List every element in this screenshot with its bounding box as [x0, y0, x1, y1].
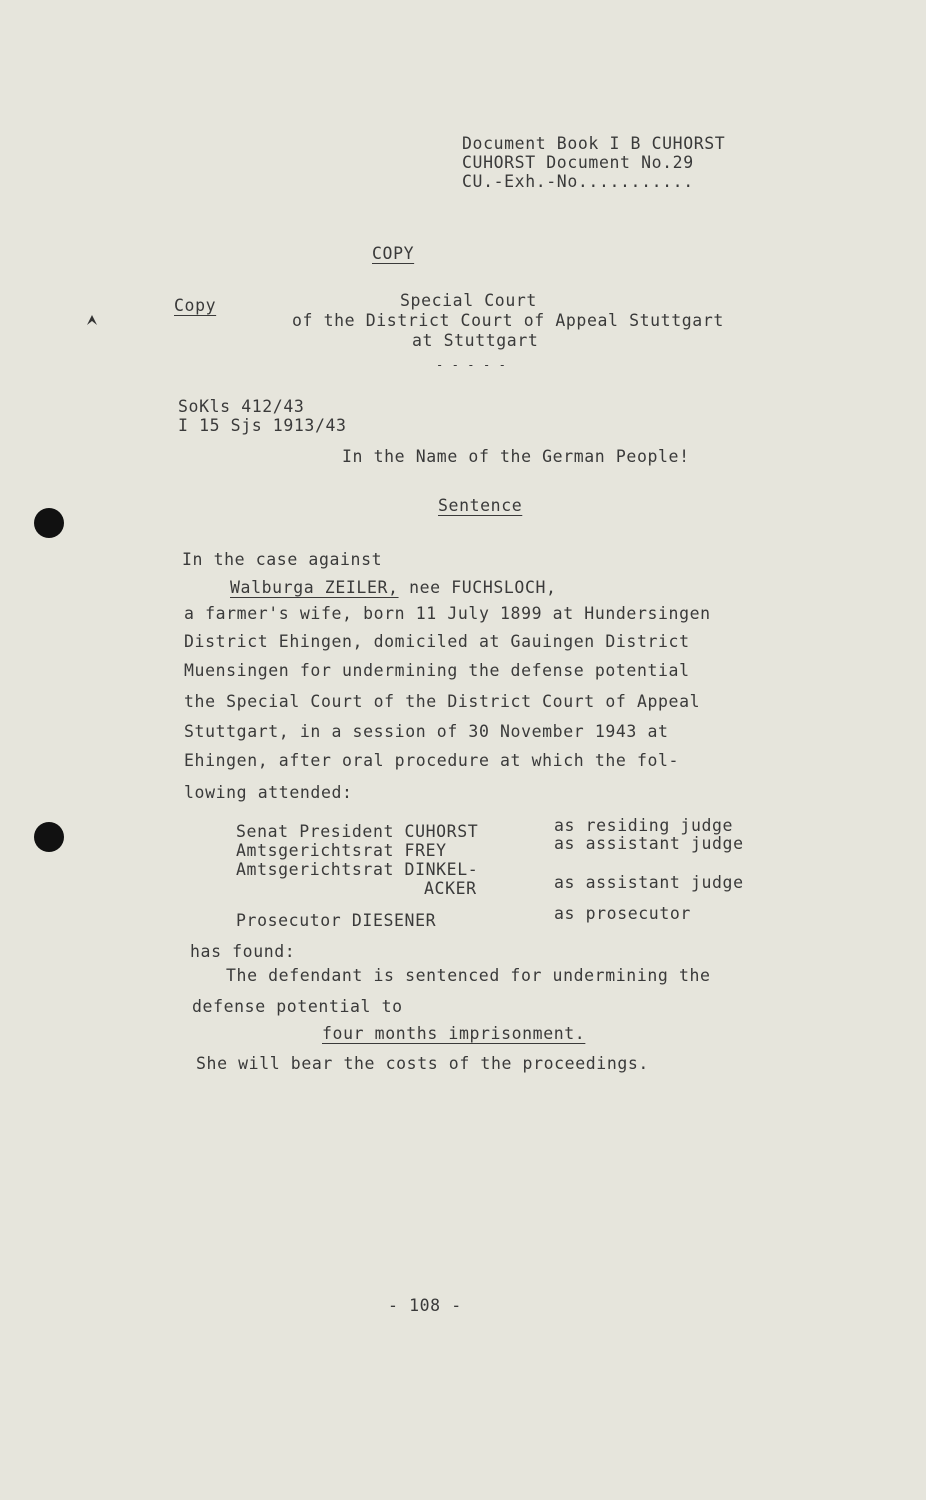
- attendee-name: Amtsgerichtsrat DINKEL-: [236, 860, 479, 879]
- reference-line-1: Document Book I B CUHORST: [462, 134, 726, 153]
- case-body-line: a farmer's wife, born 11 July 1899 at Hundersingen: [184, 604, 711, 623]
- copy-left-label: Copy: [174, 296, 217, 315]
- case-intro: In the case against: [182, 550, 383, 569]
- reference-line-2: CUHORST Document No.29: [462, 153, 694, 172]
- defendant-nee: nee FUCHSLOCH,: [398, 578, 557, 597]
- margin-mark-icon: [86, 314, 98, 326]
- costs-line: She will bear the costs of the proceedings.: [196, 1054, 649, 1073]
- case-body-line: the Special Court of the District Court of Appeal: [184, 692, 701, 711]
- case-body-line: District Ehingen, domiciled at Gauingen District: [184, 632, 690, 651]
- sentence-heading: Sentence: [438, 496, 523, 515]
- court-line-1: Special Court: [400, 291, 537, 310]
- case-body-line: Ehingen, after oral procedure at which the fol-: [184, 751, 680, 770]
- court-line-2: of the District Court of Appeal Stuttgart: [292, 311, 724, 330]
- attendee-name: Prosecutor DIESENER: [236, 911, 437, 930]
- attendee-role: as residing judge: [554, 816, 734, 835]
- page-number: - 108 -: [388, 1296, 462, 1315]
- finding-line-1: The defendant is sentenced for undermining the: [226, 966, 711, 985]
- punch-hole-top: [34, 508, 64, 538]
- case-body-line: lowing attended:: [184, 783, 353, 802]
- punch-hole-bottom: [34, 822, 64, 852]
- file-number-2: I 15 Sjs 1913/43: [178, 416, 347, 435]
- penalty-line: four months imprisonment.: [322, 1024, 586, 1043]
- attendee-role: as assistant judge: [554, 873, 744, 892]
- court-line-3: at Stuttgart: [412, 331, 539, 350]
- attendee-role: as prosecutor: [554, 904, 691, 923]
- file-number-1: SoKls 412/43: [178, 397, 305, 416]
- attendee-role: as assistant judge: [554, 834, 744, 853]
- reference-line-3: CU.-Exh.-No...........: [462, 172, 694, 191]
- case-body-line: Stuttgart, in a session of 30 November 1943 at: [184, 722, 669, 741]
- attendee-name: Senat President CUHORST: [236, 822, 479, 841]
- finding-line-2: defense potential to: [192, 997, 403, 1016]
- attendee-name: Amtsgerichtsrat FREY: [236, 841, 447, 860]
- court-rule: - - - - -: [436, 358, 507, 372]
- copy-heading: COPY: [372, 244, 415, 263]
- defendant-line: [230, 578, 557, 597]
- name-of-people-line: In the Name of the German People!: [342, 447, 690, 466]
- attendee-name-continued: ACKER: [424, 879, 477, 898]
- has-found-label: has found:: [190, 942, 296, 961]
- case-body-line: Muensingen for undermining the defense potential: [184, 661, 690, 680]
- defendant-name: Walburga ZEILER,: [230, 578, 399, 597]
